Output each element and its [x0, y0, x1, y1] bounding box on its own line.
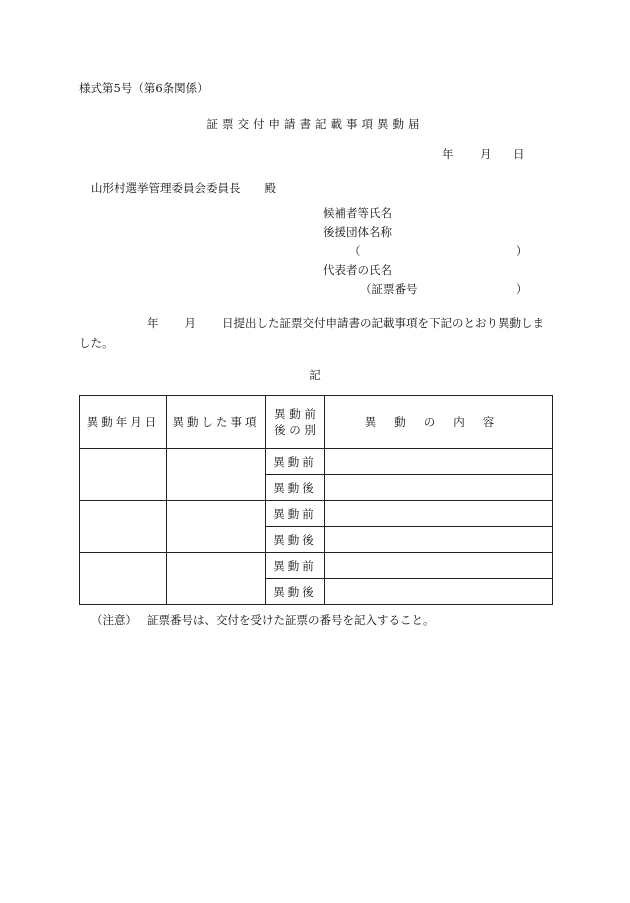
candidate-name-label: 候補者等氏名 — [323, 206, 392, 220]
body-month: 月 — [184, 316, 196, 330]
note — [91, 612, 435, 628]
change-date-cell[interactable] — [80, 501, 167, 553]
group-paren-open: （ — [349, 244, 361, 258]
group-paren-close: ） — [516, 244, 528, 258]
after-label: 異動後 — [266, 579, 325, 605]
certificate-paren-close: ） — [516, 282, 528, 296]
before-label: 異動前 — [266, 553, 325, 579]
body-year: 年 — [147, 316, 159, 330]
header-before-after-line2: 後 の 別 — [274, 423, 316, 437]
table-row — [80, 449, 553, 475]
changed-item-cell[interactable] — [167, 501, 266, 553]
content-before-cell[interactable] — [325, 501, 553, 527]
changed-item-cell[interactable] — [167, 553, 266, 605]
addressee-name: 山形村選挙管理委員会委員長 — [91, 181, 241, 195]
content-before-cell[interactable] — [325, 449, 553, 475]
after-label: 異動後 — [266, 527, 325, 553]
table-header-row — [80, 396, 553, 449]
content-after-cell[interactable] — [325, 579, 553, 605]
support-group-name-label: 後援団体名称 — [323, 225, 392, 239]
header-changed-item: 異動した事項 — [167, 396, 266, 449]
header-change-content: 異動の内容 — [325, 396, 553, 449]
date-year-label: 年 — [442, 147, 454, 161]
applicant-block — [323, 204, 533, 299]
certificate-number-label: （証票番号 — [360, 282, 418, 296]
document-title: 証票交付申請書記載事項異動届 — [206, 117, 424, 131]
changed-item-cell[interactable] — [167, 449, 266, 501]
notice-body — [79, 313, 554, 353]
content-after-cell[interactable] — [325, 475, 553, 501]
note-label: （注意） — [91, 613, 137, 627]
before-label: 異動前 — [266, 501, 325, 527]
addressee — [91, 180, 276, 196]
header-before-after — [266, 396, 325, 449]
header-change-date: 異動年月日 — [80, 396, 167, 449]
header-before-after-line1: 異 動 前 — [274, 407, 316, 421]
table-row — [80, 501, 553, 527]
ki-heading: 記 — [309, 368, 321, 382]
body-day-text: 日提出した証票交付申請書の記載事項を下記のとおり異動しました。 — [79, 316, 544, 350]
change-date-cell[interactable] — [80, 553, 167, 605]
addressee-honorific: 殿 — [264, 181, 276, 195]
representative-name-label: 代表者の氏名 — [323, 263, 392, 277]
table-row — [80, 553, 553, 579]
date-day-label: 日 — [513, 147, 525, 161]
change-table — [79, 395, 553, 605]
content-after-cell[interactable] — [325, 527, 553, 553]
change-date-cell[interactable] — [80, 449, 167, 501]
date-month-label: 月 — [480, 147, 492, 161]
after-label: 異動後 — [266, 475, 325, 501]
form-number: 様式第5号（第6条関係） — [79, 81, 209, 95]
content-before-cell[interactable] — [325, 553, 553, 579]
before-label: 異動前 — [266, 449, 325, 475]
note-text: 証票番号は、交付を受けた証票の番号を記入すること。 — [147, 613, 435, 627]
